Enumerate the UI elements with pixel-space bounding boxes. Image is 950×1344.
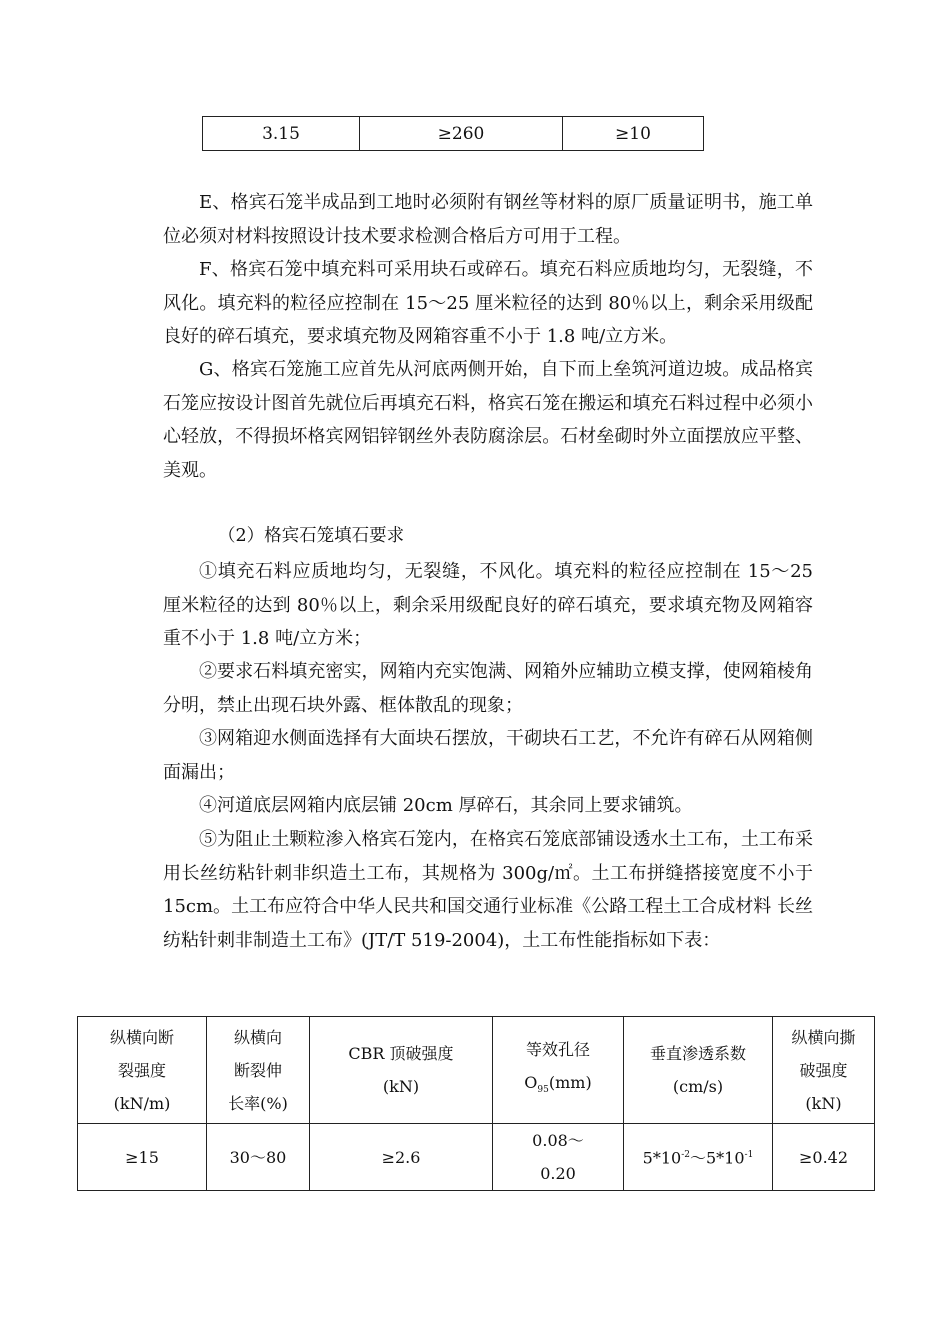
header-line xyxy=(493,1066,623,1107)
value-tensile-strength: ≥15 xyxy=(78,1124,207,1191)
header-line: 纵横向断 xyxy=(109,1027,174,1047)
spec-table-top xyxy=(202,116,704,151)
value-line: 0.20 xyxy=(540,1164,576,1183)
header-line: (cm/s) xyxy=(672,1077,724,1096)
paragraph-f: F、格宾石笼中填充料可采用块石或碎石。填充石料应质地均匀，无裂缝，不风化。填充料的粒径应控制在 15～25 厘米粒径的达到 80％以上，剩余采用级配良好的碎石填充，要求填充物及网箱容重不小于 1.8 吨/立方米。 xyxy=(163,259,813,347)
header-line: (kN) xyxy=(382,1077,420,1096)
geotextile-spec-table xyxy=(77,1016,875,1191)
value-elongation: 30～80 xyxy=(207,1124,310,1191)
header-permeability xyxy=(624,1017,773,1124)
value-opening-size xyxy=(493,1124,624,1191)
table-row xyxy=(203,117,704,151)
requirement-item-5: ⑤为阻止土颗粒渗入格宾石笼内，在格宾石笼底部铺设透水土工布，土工布采用长丝纺粘针刺非织造土工布，其规格为 300g/㎡。土工布拼缝搭接宽度不小于 15cm。土工布应符合中华人民共和国交通行业标准《公路工程土工合成材料 长丝纺粘针刺非制造土工布》(JT/T 519-2004)，土工布性能指标如下表： xyxy=(163,829,813,951)
unit-mm: (mm) xyxy=(548,1072,592,1092)
table-cell: 3.15 xyxy=(203,117,360,151)
requirement-item-2: ②要求石料填充密实，网箱内充实饱满、网箱外应辅助立模支撑，使网箱棱角分明，禁止出现石块外露、框体散乱的现象； xyxy=(163,661,813,716)
requirement-item-3: ③网箱迎水侧面选择有大面块石摆放，干砌块石工艺，不允许有碎石从网箱侧面漏出； xyxy=(163,728,813,783)
table-cell: ≥10 xyxy=(563,117,704,151)
header-line: (kN) xyxy=(805,1093,842,1113)
header-tensile-strength xyxy=(78,1017,207,1124)
table-cell: ≥260 xyxy=(360,117,563,151)
value-part: ～5*10 xyxy=(690,1148,745,1168)
value-cbr: ≥2.6 xyxy=(310,1124,493,1191)
header-line: 垂直渗透系数 xyxy=(649,1044,746,1063)
header-line: CBR 顶破强度 xyxy=(348,1044,454,1063)
header-tear-strength xyxy=(773,1017,875,1124)
table-header-row xyxy=(78,1017,875,1124)
subscript-95: 95 xyxy=(537,1085,549,1096)
symbol-o: O xyxy=(524,1072,538,1092)
requirement-item-1: ①填充石料应质地均匀，无裂缝，不风化。填充料的粒径应控制在 15～25 厘米粒径的达到 80％以上，剩余采用级配良好的碎石填充，要求填充物及网箱容重不小于 1.8 吨/立方米； xyxy=(163,561,813,649)
value-part: 5*10 xyxy=(642,1148,682,1168)
exponent: -2 xyxy=(681,1150,690,1161)
header-line: 纵横向 xyxy=(233,1027,282,1047)
header-line: (kN/m) xyxy=(113,1093,171,1113)
section-heading: （2）格宾石笼填石要求 xyxy=(218,526,405,546)
value-tear-strength: ≥0.42 xyxy=(773,1124,875,1191)
header-opening-size xyxy=(493,1017,624,1124)
header-line: 破强度 xyxy=(799,1060,848,1080)
header-elongation xyxy=(207,1017,310,1124)
header-line: 裂强度 xyxy=(117,1060,166,1080)
exponent: -1 xyxy=(744,1150,754,1161)
value-permeability xyxy=(624,1124,773,1191)
table-row xyxy=(78,1124,875,1191)
header-cbr xyxy=(310,1017,493,1124)
header-line: 等效孔径 xyxy=(525,1039,590,1059)
requirement-item-4: ④河道底层网箱内底层铺 20cm 厚碎石，其余同上要求铺筑。 xyxy=(199,795,693,816)
paragraph-e: E、格宾石笼半成品到工地时必须附有钢丝等材料的原厂质量证明书，施工单位必须对材料按照设计技术要求检测合格后方可用于工程。 xyxy=(163,192,813,247)
header-line: 长率(%) xyxy=(228,1093,288,1113)
value-line: 0.08～ xyxy=(532,1131,584,1150)
paragraph-g: G、格宾石笼施工应首先从河底两侧开始，自下而上垒筑河道边坡。成品格宾石笼应按设计图首先就位后再填充石料，格宾石笼在搬运和填充石料过程中必须小心轻放，不得损坏格宾网铝锌钢丝外表防腐涂层。石材垒砌时外立面摆放应平整、美观。 xyxy=(163,359,813,481)
header-line: 断裂伸 xyxy=(233,1060,282,1080)
header-line: 纵横向撕 xyxy=(791,1027,856,1047)
